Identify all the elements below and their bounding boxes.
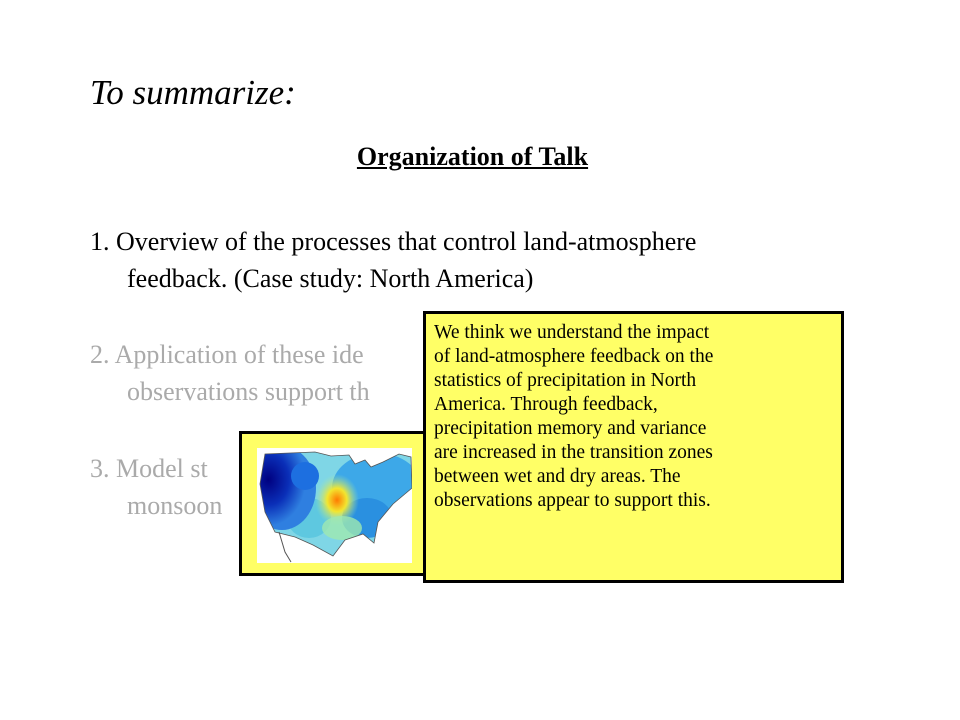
outline-item-2-line-2: observations support th (127, 377, 370, 406)
callout-line-8: observations appear to support this. (434, 490, 711, 511)
outline-item-3-line-1: 3. Model st (90, 454, 208, 483)
callout-line-3: statistics of precipitation in North (434, 370, 697, 391)
outline-item-1 (90, 223, 696, 297)
callout-line-1: We think we understand the impact (434, 322, 710, 343)
talk-outline-title: Organization of Talk (356, 142, 589, 171)
callout-line-2: of land-atmosphere feedback on the (434, 346, 714, 367)
outline-item-3 (90, 450, 222, 524)
callout-line-4: America. Through feedback, (434, 394, 658, 415)
outline-item-1-line-1: 1. Overview of the processes that control land-atmosphere (90, 227, 697, 256)
callout-line-7: between wet and dry areas. The (434, 466, 681, 487)
north-america-precipitation-map (257, 448, 412, 563)
outline-item-2-line-1: 2. Application of these ide (90, 340, 364, 369)
outline-item-2 (90, 336, 370, 410)
summary-heading: To summarize: (90, 73, 296, 112)
precipitation-map-inset (239, 431, 427, 576)
callout-line-5: precipitation memory and variance (434, 418, 707, 439)
outline-item-1-line-2: feedback. (Case study: North America) (127, 264, 534, 293)
callout-note (423, 311, 844, 583)
callout-line-6: are increased in the transition zones (434, 442, 713, 463)
outline-item-3-line-2: monsoon (127, 491, 223, 520)
